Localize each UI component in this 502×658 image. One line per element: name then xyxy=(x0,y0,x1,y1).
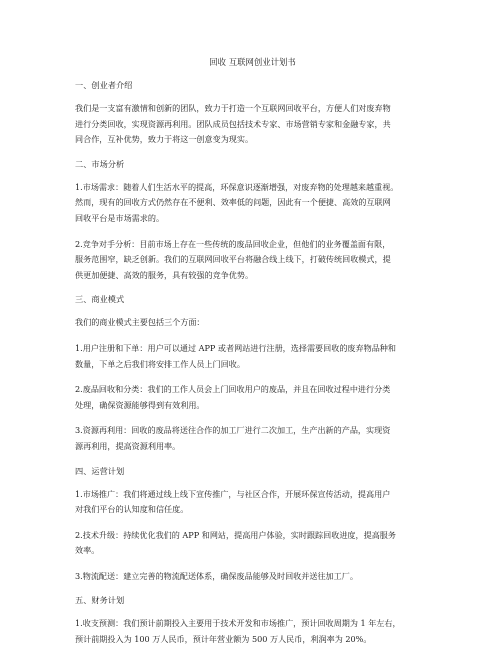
paragraph: 2.竞争对手分析：目前市场上存在一些传统的废品回收企业，但他们的业务覆盖面有限， 服务范围窄，缺乏创新。我们的互联网回收平台将融合线上线下，打破传统回收模式，提 供更加便捷、高效的服务，具有较强的竞争优势。 xyxy=(75,238,391,280)
section-heading: 四、运营计划 xyxy=(75,465,125,476)
paragraph: 1.市场推广：我们将通过线上线下宣传推广，与社区合作，开展环保宣传活动，提高用户 对我们平台的认知度和信任度。 xyxy=(75,488,391,515)
paragraph: 我们的商业模式主要包括三个方面： xyxy=(75,317,205,328)
document-page xyxy=(75,56,430,658)
section-operations-plan xyxy=(75,465,430,585)
section-heading: 一、创业者介绍 xyxy=(75,80,133,90)
section-heading: 二、市场分析 xyxy=(75,158,125,169)
paragraph: 我们是一支富有激情和创新的团队，致力于打造一个互联网回收平台，方便人们对废弃物 进行分类回收，实现资源再利用。团队成员包括技术专家、市场营销专家和金融专家，共 同合作，互补优势，致力于将这一创意变为现实。 xyxy=(75,103,391,145)
paragraph: 1.用户注册和下单：用户可以通过 APP 或者网站进行注册，选择需要回收的废弃物品种和 数量，下单之后我们将安排工作人员上门回收。 xyxy=(75,342,396,369)
paragraph: 2.技术升级：持续优化我们的 APP 和网站，提高用户体验，实时跟踪回收进度，提高服务 效率。 xyxy=(75,529,396,556)
section-heading: 三、商业模式 xyxy=(75,294,125,305)
section-market-analysis xyxy=(75,158,430,284)
section-business-model xyxy=(75,293,430,454)
section-founders xyxy=(75,79,430,148)
paragraph: 3.物流配送：建立完善的物流配送体系，确保废品能够及时回收并送往加工厂。 xyxy=(75,570,358,581)
document-title: 回收 互联网创业计划书 xyxy=(209,57,296,67)
paragraph: 2.废品回收和分类：我们的工作人员会上门回收用户的废品，并且在回收过程中进行分类 处理，确保资源能够得到有效利用。 xyxy=(75,384,391,410)
section-financial-plan xyxy=(75,594,430,647)
paragraph: 3.资源再利用：回收的废品将送往合作的加工厂进行二次加工，生产出新的产品，实现资 源再利用，提高资源利用率。 xyxy=(75,425,391,451)
paragraph: 1.收支预测：我们预计前期投入主要用于技术开发和市场推广，预计回收周期为 1 年左右， 预计前期投入为 100 万人民币，预计年营业额为 500 万人民币，利润率为 20%。 xyxy=(75,618,401,645)
paragraph: 1.市场需求：随着人们生活水平的提高，环保意识逐渐增强，对废弃物的处理越来越重视。 然而，现有的回收方式仍然存在不便利、效率低的问题，因此有一个便捷、高效的互联网 回收平台是市场需求的。 xyxy=(75,181,399,223)
section-heading: 五、财务计划 xyxy=(75,595,125,606)
